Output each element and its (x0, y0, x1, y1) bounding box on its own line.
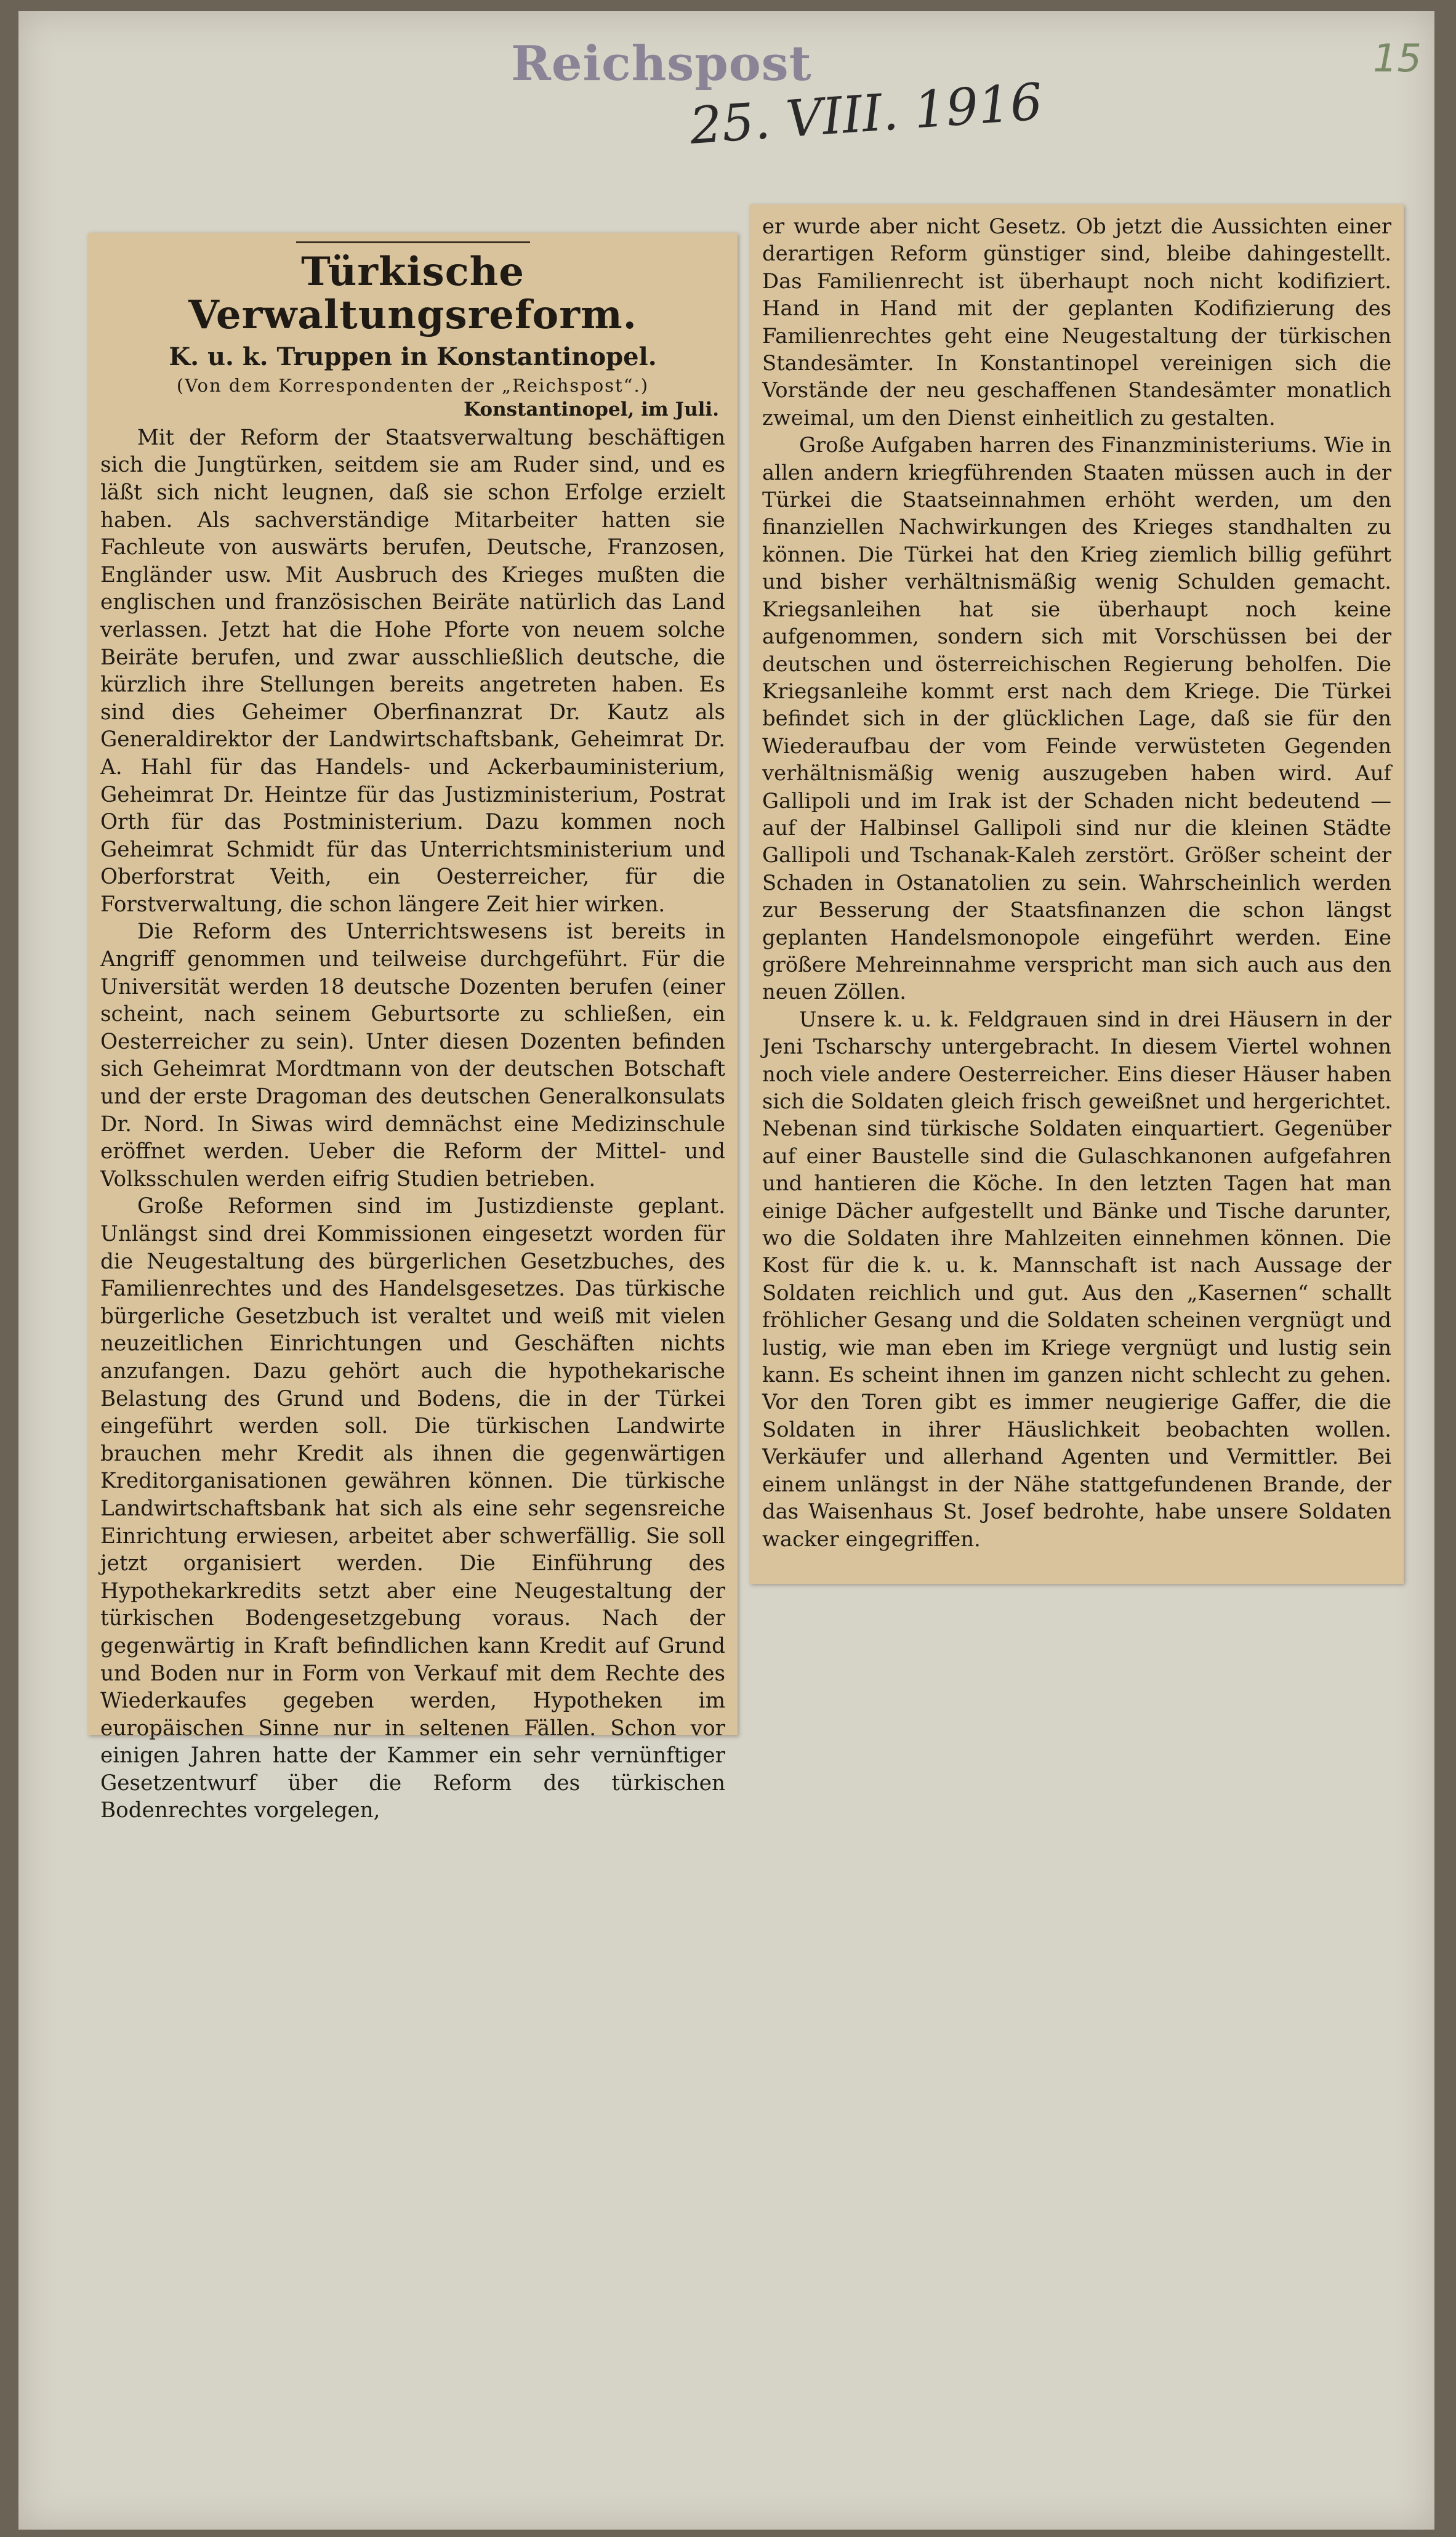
paragraph: Mit der Reform der Staatsverwaltung beschäftigen sich die Jungtürken, seitdem sie am Ruder sind, und es läßt sich nicht leugnen, daß sie schon Erfolge erzielt haben. Als sachverständige Mitarbeiter hatten sie Fachleute von auswärts berufen, Deutsche, Franzosen, Engländer usw. Mit Ausbruch des Krieges mußten die englischen und französischen Beiräte natürlich das Land verlassen. Jetzt hat die Hohe Pforte von neuem solche Beiräte berufen, und zwar ausschließlich deutsche, die kürzlich ihre Stellungen bereits angetreten haben. Es sind dies Geheimer Oberfinanzrat Dr. Kautz als Generaldirektor der Landwirtschaftsbank, Geheimrat Dr. A. Hahl für das Handels- und Ackerbauministerium, Geheimrat Dr. Heintze für das Justizministerium, Postrat Orth für das Postministerium. Dazu kommen noch Geheimrat Schmidt für das Unterrichtsministerium und Oberforstrat Veith, ein Oesterreicher, für die Forstverwaltung, die schon längere Zeit hier wirken. (100, 425, 725, 917)
clipping-left-column (88, 233, 738, 1823)
top-rule (296, 241, 530, 243)
article-subheadline: K. u. k. Truppen in Konstantinopel. (169, 342, 657, 371)
paragraph: Große Reformen sind im Justizdienste geplant. Unlängst sind drei Kommissionen eingesetzt worden für die Neugestaltung des bürgerlichen Gesetzbuches, des Familienrechtes und des Handelsgesetzes. Das türkische bürgerliche Gesetzbuch ist veraltet und weiß mit vielen neuzeitlichen Einrichtungen und Geschäften nichts anzufangen. Dazu gehört auch die hypothekarische Belastung des Grund und Bodens, die in der Türkei eingeführt werden soll. Die türkischen Landwirte brauchen mehr Kredit als ihnen die gegenwärtigen Kreditorganisationen gewähren können. Die türkische Landwirtschaftsbank hat sich als eine sehr segensreiche Einrichtung erwiesen, arbeitet aber schwerfällig. Sie soll jetzt organisiert werden. Die Einführung des Hypothekarkredits setzt aber eine Neugestaltung der türkischen Bodengesetzgebung voraus. Nach der gegenwärtig in Kraft befindlichen kann Kredit auf Grund und Boden nur in Form von Verkauf mit dem Rechte des Wiederkaufes gegeben werden, Hypotheken im europäischen Sinne nur in seltenen Fällen. Schon vor einigen Jahren hatte der Kammer ein sehr vernünftiger Gesetzentwurf über die Reform des türkischen Bodenrechtes vorgelegen, (100, 1194, 725, 1823)
newspaper-stamp: Reichspost (511, 36, 812, 92)
article-dateline: Konstantinopel, im Juli. (464, 398, 719, 421)
article-headline: Türkische Verwaltungsreform. (188, 249, 637, 339)
paragraph: er wurde aber nicht Gesetz. Ob jetzt die Aussichten einer derartigen Reform günstiger sind, bleibe dahingestellt. Das Familienrecht ist überhaupt noch nicht kodifiziert. Hand in Hand mit der geplanten Kodifizierung des Familienrechtes geht eine Neugestaltung der türkischen Standesämter. In Konstantinopel vereinigen sich die Vorstände der neu geschaffenen Standesämter monatlich zweimal, um den Dienst einheitlich zu gestalten. (762, 214, 1391, 430)
paragraph: Die Reform des Unterrichtswesens ist bereits in Angriff genommen und teilweise durchgeführt. Für die Universität werden 18 deutsche Dozenten berufen (einer scheint, nach seinem Geburtsorte zu schließen, ein Oesterreicher zu sein). Unter diesen Dozenten befinden sich Geheimrat Mordtmann von der deutschen Botschaft und der erste Dragoman des deutschen Generalkonsulats Dr. Nord. In Siwas wird demnächst eine Medizinschule eröffnet werden. Ueber die Reform der Mittel- und Volksschulen werden eifrig Studien betrieben. (100, 919, 725, 1192)
paragraph: Große Aufgaben harren des Finanzministeriums. Wie in allen andern kriegführenden Staaten müssen auch in der Türkei die Staatseinnahmen erhöht werden, um den finanziellen Nachwirkungen des Krieges standhalten zu können. Die Türkei hat den Krieg ziemlich billig geführt und bisher verhältnismäßig wenig Schulden gemacht. Kriegsanleihen hat sie überhaupt noch keine aufgenommen, sondern sich mit Vorschüssen bei der deutschen und österreichischen Regierung beholfen. Die Kriegsanleihe kommt erst nach dem Kriege. Die Türkei befindet sich in der glücklichen Lage, daß sie für den Wiederaufbau der vom Feinde verwüsteten Gegenden verhältnismäßig wenig auszugeben haben wird. Auf Gallipoli und im Irak ist der Schaden nicht bedeutend — auf der Halbinsel Gallipoli sind nur die kleinen Städte Gallipoli und Tschanak-Kaleh zerstört. Größer scheint der Schaden in Ostanatolien zu sein. Wahrscheinlich werden zur Besserung der Staatsfinanzen die schon längst geplanten Handelsmonopole eingeführt werden. Eine größere Mehreinnahme verspricht man sich auch aus den neuen Zöllen. (762, 433, 1391, 1004)
page-number: 15 (1373, 36, 1422, 81)
article-byline: (Von dem Korrespondenten der „Reichspost“.) (176, 374, 650, 396)
article-column-left (100, 241, 725, 1825)
article-column-right (762, 213, 1391, 1553)
clipping-right-column (750, 204, 1404, 1584)
handwritten-date: 25. VIII. 1916 (688, 73, 1045, 156)
paragraph: Unsere k. u. k. Feldgrauen sind in drei Häusern in der Jeni Tscharschy untergebracht. In diesem Viertel wohnen noch viele andere Oesterreicher. Eins dieser Häuser haben sich die Soldaten gleich frisch geweißnet und hergerichtet. Nebenan sind türkische Soldaten einquartiert. Gegenüber auf einer Baustelle sind die Gulaschkanonen aufgefahren und hantieren die Köche. In den letzten Tagen hat man einige Dächer aufgestellt und Bänke und Tische darunter, wo die Soldaten ihre Mahlzeiten einnehmen können. Die Kost für die k. u. k. Mannschaft ist nach Aussage der Soldaten reichlich und gut. Aus den „Kasernen“ schallt fröhlicher Gesang und die Soldaten scheinen vergnügt und lustig, wie man eben im Kriege vergnügt und lustig sein kann. Es scheint ihnen im ganzen nicht schlecht zu gehen. Vor den Toren gibt es immer neugierige Gaffer, die die Soldaten in ihrer Häuslichkeit beobachten wollen. Verkäufer und allerhand Agenten und Vermittler. Bei einem unlängst in der Nähe stattgefundenen Brande, der das Waisenhaus St. Josef bedrohte, habe unsere Soldaten wacker eingegriffen. (762, 1007, 1391, 1551)
